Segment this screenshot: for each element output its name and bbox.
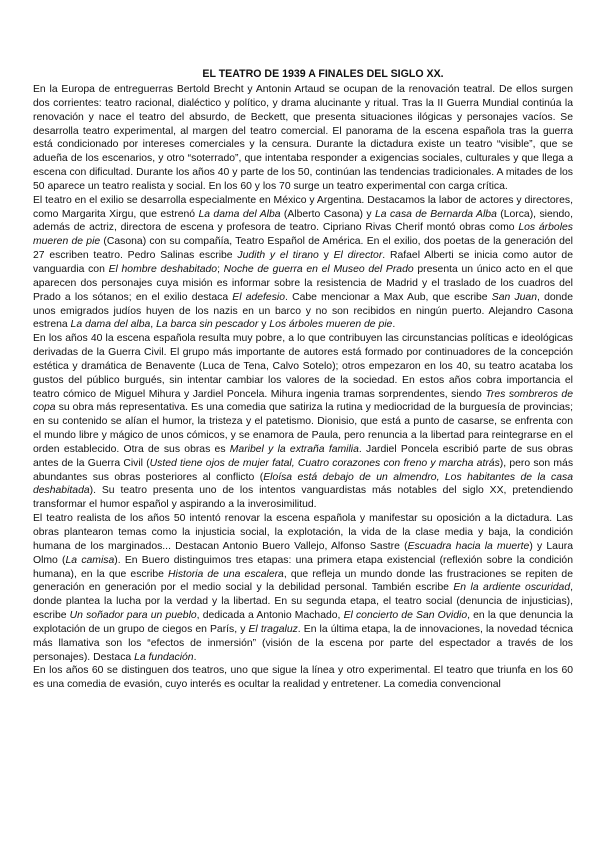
work-title: Los árboles mueren de pie xyxy=(269,319,393,331)
text-run: , en la que denuncia la explotación de un grupo de ciegos en París, y xyxy=(33,610,574,635)
text-run: , donde unos emigrados judíos huyen de los nazis en un barco y no son recibidos en ningún puerto. Alejandro Casona estrena xyxy=(33,291,573,331)
work-title: El tragaluz xyxy=(248,623,298,635)
paragraph-forties xyxy=(33,332,573,512)
document-page xyxy=(33,67,573,692)
work-title: Tres sombreros de copa xyxy=(33,388,573,414)
work-title: La dama del alba xyxy=(70,319,151,331)
text-run: , dedicada a Antonio Machado, xyxy=(196,610,344,622)
text-run: En los años 60 se distinguen dos teatros, uno que sigue la línea y otro experimental. El teatro que triunfa en los 60 es una comedia de evasión, cuyo interés es ocultar la realidad y entretener. La comedia convencional xyxy=(33,665,573,691)
work-title: Un soñador para un pueblo xyxy=(69,610,197,622)
text-run: El teatro en el exilio se desarrolla especialmente en México y Argentina. Destacamos la labor de actores y directores, como Margarita Xirgu, que estrenó xyxy=(33,194,573,220)
work-title: Los árboles mueren de pie xyxy=(33,222,573,248)
work-title: Eloísa está debajo de un almendro, Los habitantes de la casa deshabitada xyxy=(33,471,573,497)
text-run: . Cabe mencionar a Max Aub, que escribe xyxy=(285,291,492,303)
text-run: (Lorca), siendo, además de actriz, directora de escena y profesora de teatro. Cipriano Rivas Cherif montó obras como xyxy=(33,208,573,234)
work-title: En la ardiente oscuridad xyxy=(453,582,571,594)
paragraph-fifties-realism xyxy=(33,512,573,664)
text-run: presenta un único acto en el que aparecen dos personajes cuya misión es informar sobre la resistencia de Madrid y el traslado de los cuadros del Prado a los sótanos; en el exilio destaca xyxy=(33,263,573,303)
work-title: El concierto de San Ovidio xyxy=(343,610,468,622)
work-title: Maribel y la extraña familia xyxy=(229,443,359,455)
work-title: Escuadra hacia la muerte xyxy=(407,540,530,552)
text-run: . Rafael Alberti se inicia como autor de vanguardia con xyxy=(33,250,573,275)
paragraph-exile-theatre xyxy=(33,194,573,332)
work-title: La casa de Bernarda Alba xyxy=(375,208,497,220)
text-run: (Alberto Casona) y xyxy=(280,208,375,220)
text-run: , donde plantea la lucha por la verdad y la libertad. En su segunda etapa, el teatro social (denuncia de injusticias), escribe xyxy=(33,582,573,622)
work-title: El director xyxy=(333,250,383,262)
work-title: Usted tiene ojos de mujer fatal, Cuatro corazones con freno y marcha atrás xyxy=(149,457,500,469)
text-run: ). En Buero distinguimos tres etapas: una primera etapa existencial (reflexión sobre la condición humana), en la que escribe xyxy=(33,554,573,580)
work-title: La fundación xyxy=(134,651,194,663)
work-title: La dama del Alba xyxy=(198,208,281,220)
work-title: Noche de guerra en el Museo del Prado xyxy=(223,263,414,275)
text-run: ; xyxy=(217,263,224,275)
paragraph-intro xyxy=(33,83,573,194)
text-run: ). Su teatro presenta uno de los intentos vanguardistas más notables del siglo XX, pretendiendo transformar el humor español y aspirando a la inverosimilitud. xyxy=(33,485,573,511)
work-title: La barca sin pescador xyxy=(156,319,259,331)
text-run: El teatro realista de los años 50 intentó renovar la escena española y manifestar su oposición a la dictadura. Las obras plantearon temas como la injusticia social, la explotación, la vida de la clase media y baja, la condición humana de los marginados... Destacan Antonio Buero Vallejo, Alfonso Sastre ( xyxy=(33,513,573,552)
text-run: . xyxy=(392,319,396,331)
text-run: y xyxy=(258,319,270,331)
text-run: En los años 40 la escena española resulta muy pobre, a lo que contribuyen las circunstancias políticas e ideológicas derivadas de la Guerra Civil. El grupo más importante de autores está formado por continuadores de la concepción estética y dramática de Benavente (Luca de Tena, Calvo Sotelo); otros empezaron en los 40, su teatro acataba los gustos del público burgués, sin intentar cambiar los valores de la sociedad. En estos años cobra importancia el teatro cómico de Miguel Mihura y Jardiel Poncela. Mihura ingenia tramas sorprendentes, siendo xyxy=(33,333,573,400)
work-title: El adefesio xyxy=(232,291,285,303)
text-run: , que refleja un mundo donde las frustraciones se repiten de generación en generación por el medio social y la debilidad personal. También escribe xyxy=(33,568,573,594)
text-run: , xyxy=(150,319,157,331)
text-run: . xyxy=(193,651,197,663)
text-run: En la Europa de entreguerras Bertold Brecht y Antonin Artaud se ocupan de la renovación teatral. De ellos surgen dos corrientes: teatro racional, dialéctico y político, y drama alucinante y ritual. Tras la II Guerra Mundial continúa la renovación y nace el teatro del absurdo, de Beckett, que presenta situaciones ilógicas y personajes vacíos. Se desarrolla teatro experimental, al margen del teatro comercial. El panorama de la escena española tras la guerra está condicionado por intereses comerciales y la censura. Durante la dictadura existe un teatro “visible”, que se adueña de los escenarios, y otro “soterrado”, que intentaba responder a exigencias sociales, culturales y que llega a escena con dificultad. Durante los años 40 y parte de los 50, continúan las tendencias tradicionales. A mitades de los 50 aparece un teatro realista y social. En los 60 y los 70 surge un teatro experimental con carga crítica. xyxy=(33,84,573,192)
text-run: . En la última etapa, la de innovaciones, la novedad técnica más llamativa son los “efectos de inmersión” (visión de la escena por parte del espectador a través de los personajes). Destaca xyxy=(33,623,573,663)
text-run: (Casona) con su compañía, Teatro Español de América. En el exilio, dos poetas de la generación del 27 escriben teatro. Pedro Salinas escribe xyxy=(33,236,573,262)
text-run: . Jardiel Poncela escribió parte de sus obras antes de la Guerra Civil ( xyxy=(33,443,573,469)
work-title: La camisa xyxy=(65,554,115,566)
text-run: ) y Laura Olmo ( xyxy=(33,540,573,566)
work-title: Judith y el tirano xyxy=(237,250,319,262)
work-title: San Juan xyxy=(491,291,537,303)
text-run: su obra más representativa. Es una comedia que satiriza la rutina y mediocridad de la burguesía de provincias; en su contenido se alían el humor, la tristeza y el patetismo. Dionisio, que está a punto de casarse, se enfrenta con el mundo libre y mágico de unos cómicos, y se enamora de Paula, pero renuncia a la libertad para reintegrarse en el orden establecido. Otra de sus obras es xyxy=(33,402,573,455)
work-title: El hombre deshabitado xyxy=(108,263,218,275)
work-title: Historia de una escalera xyxy=(168,568,284,580)
text-run: y xyxy=(318,250,334,262)
paragraph-sixties xyxy=(33,664,573,692)
document-title: EL TEATRO DE 1939 A FINALES DEL SIGLO XX. xyxy=(202,68,444,80)
text-run: ), pero son más abundantes sus obras posteriores al conflicto ( xyxy=(33,457,574,483)
